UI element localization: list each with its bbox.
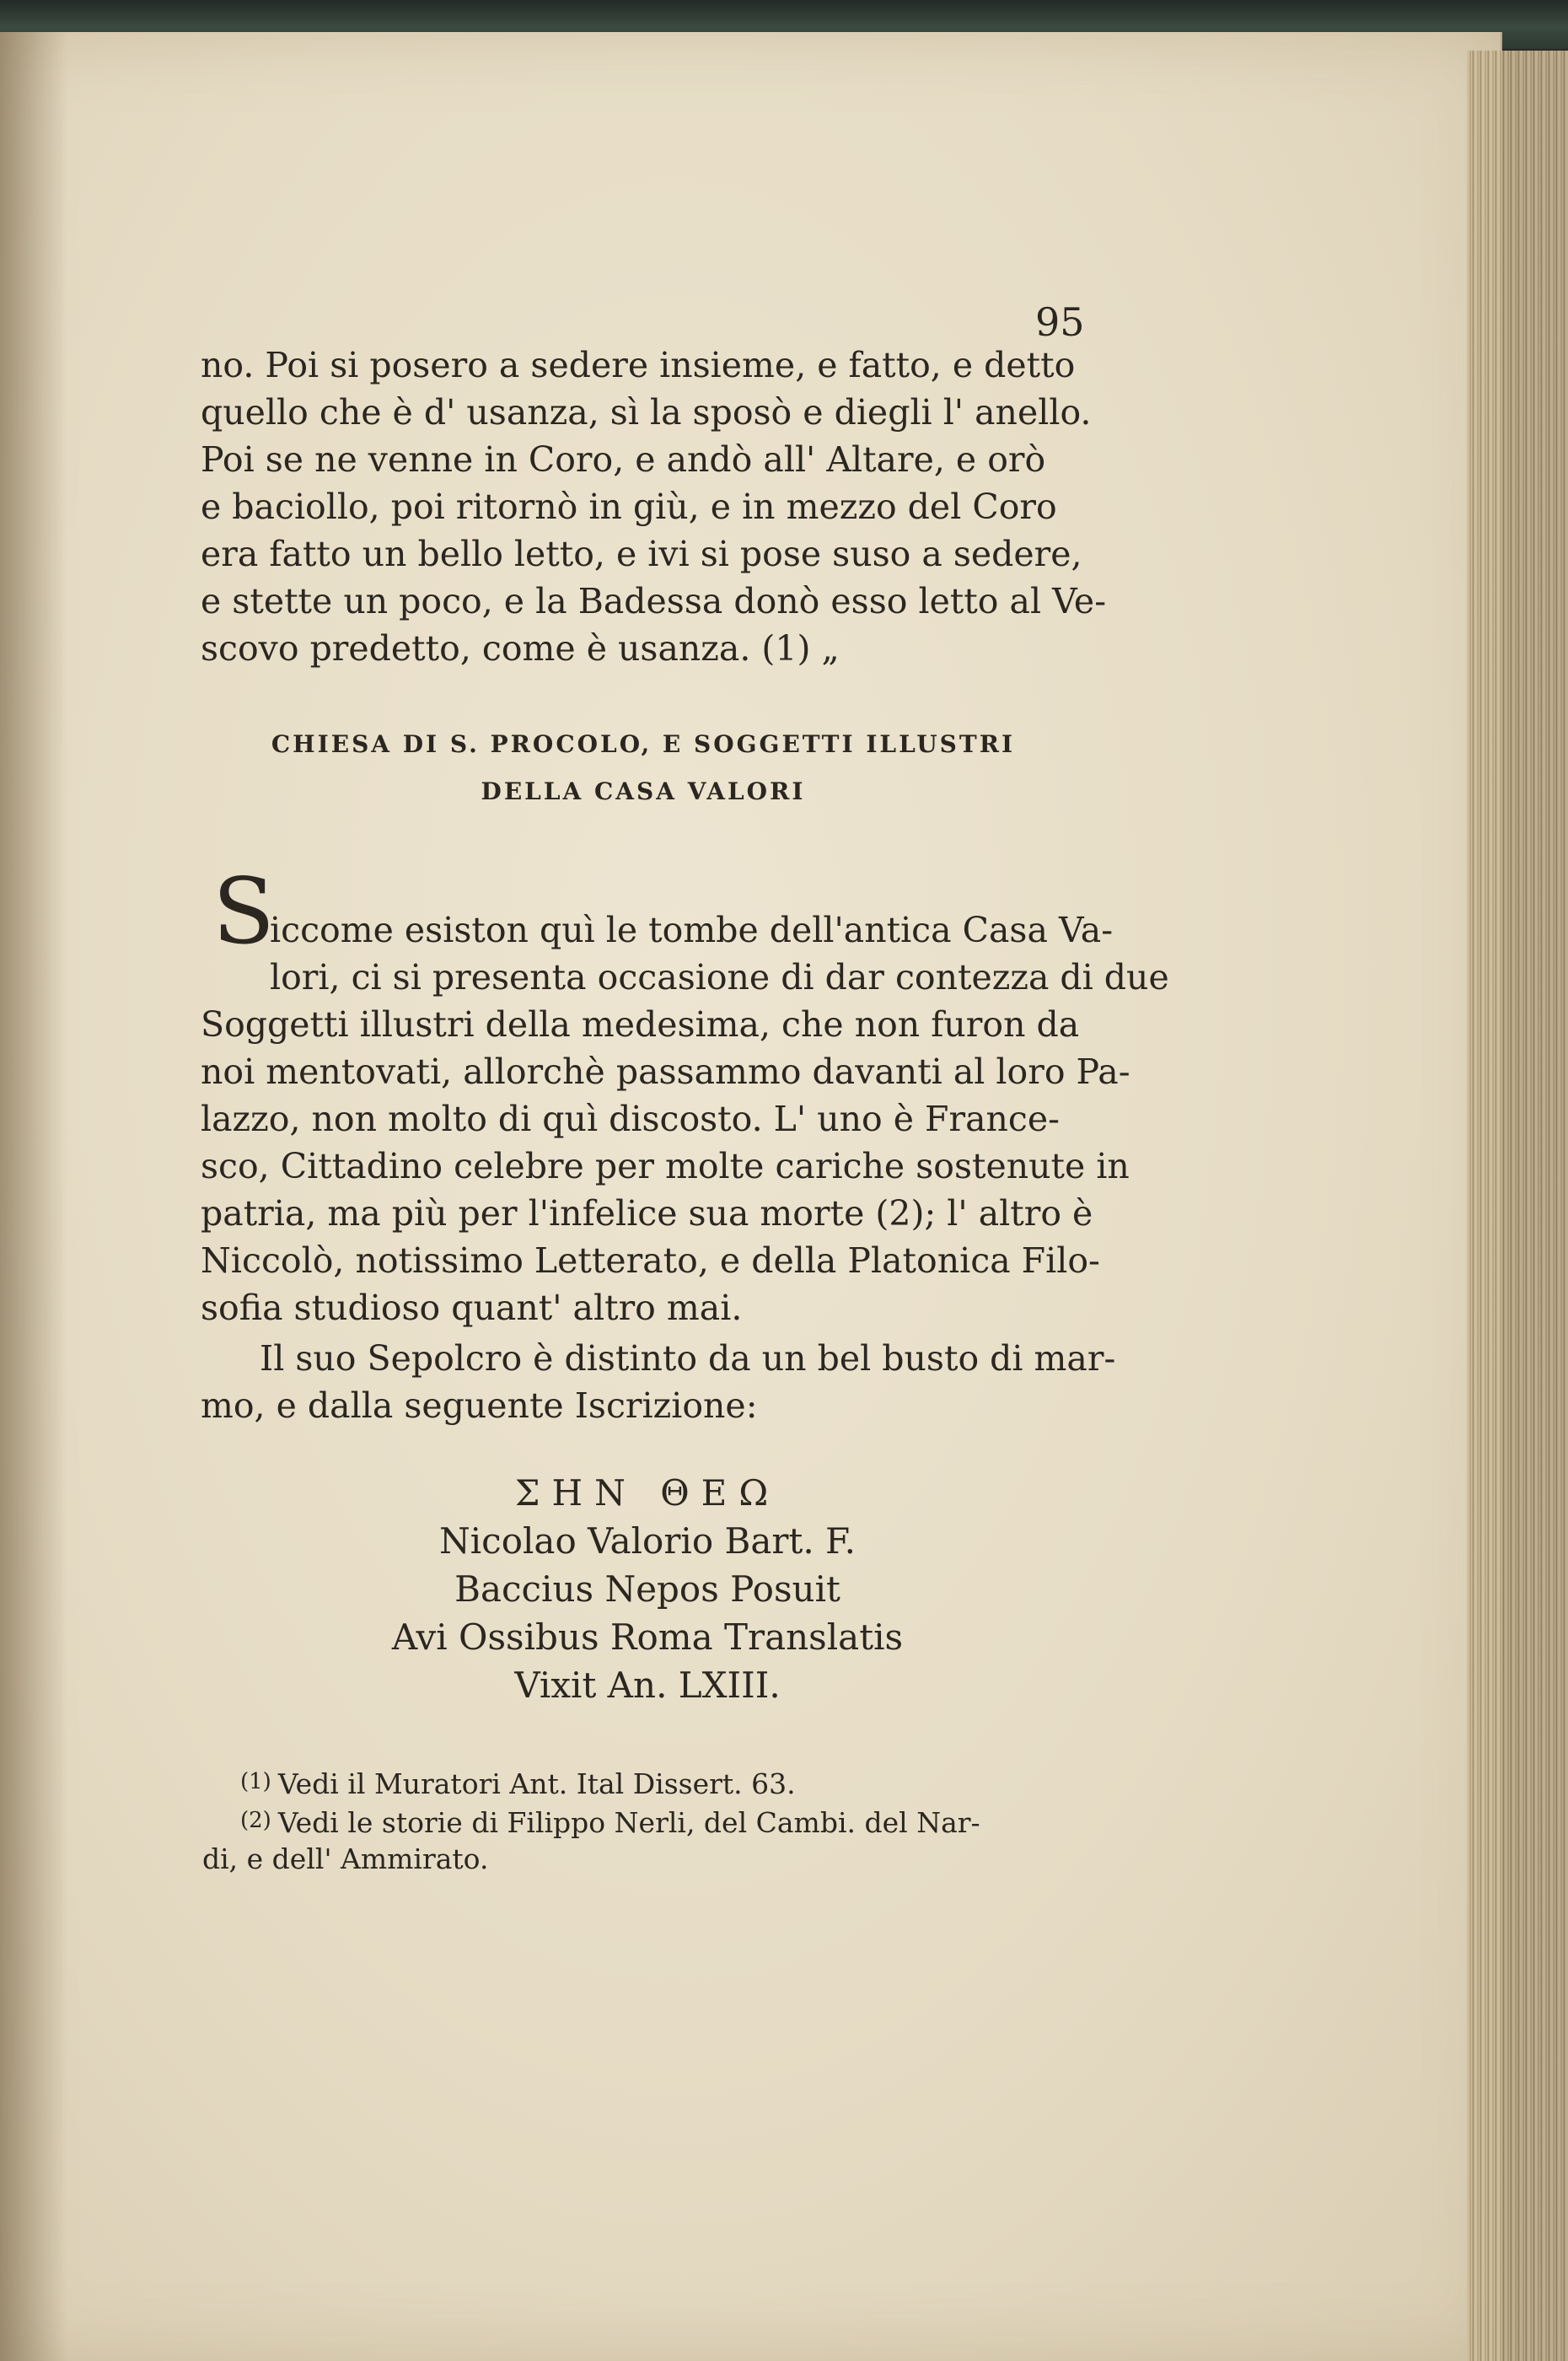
text-line: Il suo Sepolcro è distinto da un bel busto di mar- (260, 1338, 1116, 1379)
section-heading-line-2: DELLA CASA VALORI (481, 777, 806, 805)
text-line: sco, Cittadino celebre per molte cariche sostenute in (201, 1146, 1130, 1186)
text-line: iccome esiston quì le tombe dell'antica Casa Va- (270, 910, 1114, 950)
text-line: sofia studioso quant' altro mai. (201, 1288, 743, 1328)
footnote-1 (240, 1762, 1075, 1801)
text-line: noi mentovati, allorchè passammo davanti al loro Pa- (201, 1051, 1130, 1092)
text-line: lazzo, non molto di quì discosto. L' uno è Francе- (201, 1099, 1061, 1139)
paragraph-1-second-line (270, 954, 1169, 1001)
paragraph-2-first-line (260, 1335, 1116, 1382)
paragraph-1-first-line (270, 906, 1114, 954)
text-line: e stette un poco, e la Badessa donò esso letto al Ve- (201, 581, 1107, 621)
continuation-text (201, 342, 1107, 672)
text-line: patria, ma più per l'infelice sua morte (2); l' altro è (201, 1193, 1093, 1234)
page-number: 95 (1035, 299, 1085, 345)
text-line: era fatto un bello letto, e ivi si pose suso a sedere, (201, 534, 1082, 574)
footnote-mark: (1) (240, 1769, 271, 1794)
text-line: Niccolò, notissimo Letterato, e della Platonica Filo- (201, 1240, 1100, 1281)
text-line: e baciollo, poi ritornò in giù, e in mezzo del Coro (201, 487, 1057, 527)
text-line: lori, ci si presenta occasione di dar contezza di due (270, 957, 1169, 998)
inscription-line: Vixit An. LXIII. (514, 1665, 781, 1706)
page-edges (1467, 51, 1568, 2361)
section-heading-line-1: CHIESA DI S. PROCOLO, E SOGGETTI ILLUSTRI (271, 730, 1016, 758)
footnote-2 (240, 1801, 1075, 1840)
text-line: scovo predetto, come è usanza. (1) „ (201, 628, 840, 669)
footnote-mark: (2) (240, 1808, 271, 1833)
footnote-text: Vedi il Muratori Ant. Ital Dissert. 63. (277, 1767, 796, 1800)
paragraph-2 (201, 1382, 1086, 1429)
text-line: Soggetti illustri della medesima, che non furon da (201, 1004, 1080, 1045)
inscription-line: Avi Ossibus Roma Translatis (391, 1616, 904, 1658)
drop-cap: S (212, 859, 275, 965)
text-line: quello che è d' usanza, sì la sposò e diegli l' anello. (201, 392, 1092, 433)
binding-shadow (0, 32, 67, 2361)
footnote-2-continuation: di, e dell' Ammirato. (202, 1842, 489, 1875)
paragraph-1 (201, 1001, 1130, 1331)
inscription (285, 1469, 1010, 1709)
inscription-line: Nicolao Valorio Bart. F. (439, 1520, 856, 1562)
text-line: mo, e dalla seguente Iscrizione: (201, 1385, 758, 1426)
footnotes (202, 1762, 1075, 1879)
text-line: Poi se ne venne in Coro, e andò all' Altare, e orò (201, 439, 1046, 480)
inscription-line: ΣΗΝ ΘΕΩ (514, 1472, 781, 1514)
inscription-line: Baccius Nepos Posuit (454, 1568, 840, 1610)
footnote-text: Vedi le storie di Filippo Nerli, del Cambi. del Nar- (277, 1806, 980, 1839)
text-line: no. Poi si posero a sedere insieme, e fatto, e detto (201, 345, 1076, 385)
